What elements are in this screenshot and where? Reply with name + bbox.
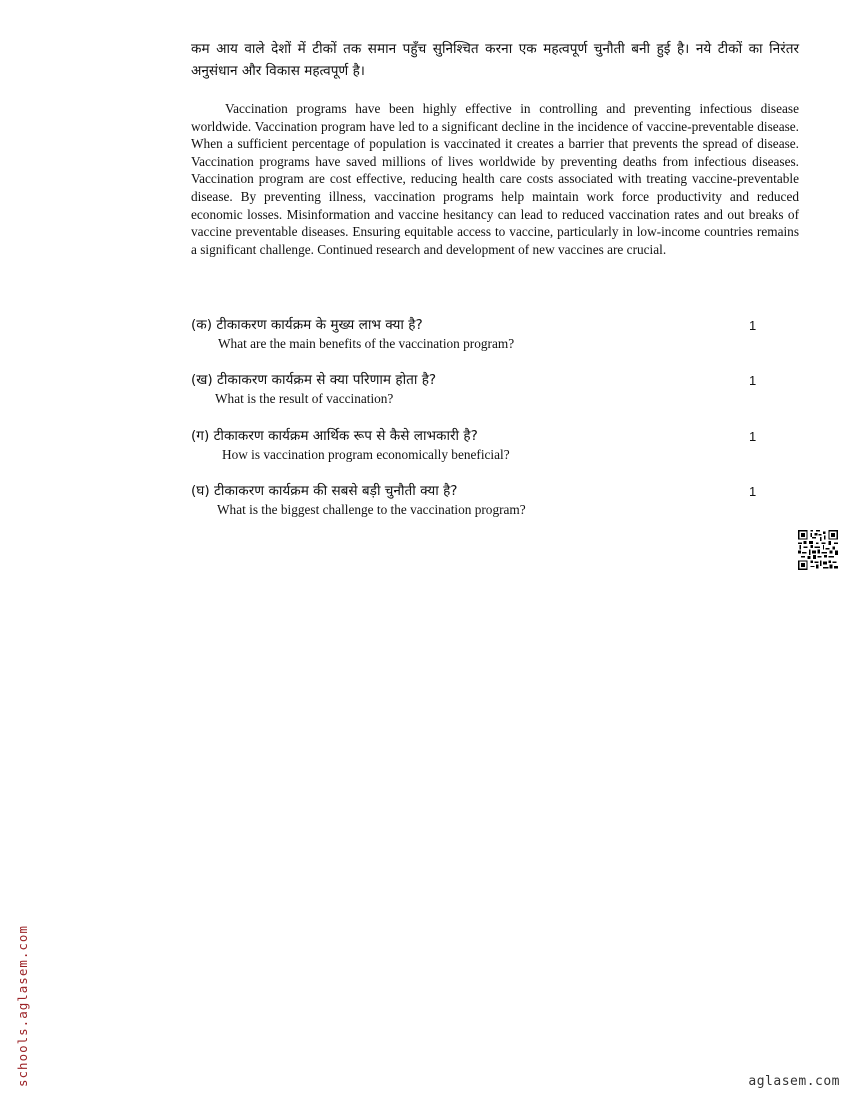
question-hindi: (घ) टीकाकरण कार्यक्रम की सबसे बड़ी चुनौती क्या है? (191, 483, 458, 499)
question-english: What is the biggest challenge to the vaccination program? (217, 502, 526, 517)
footer-watermark: aglasem.com (748, 1074, 840, 1089)
question-english: What are the main benefits of the vaccination program? (218, 336, 515, 351)
question-marks: 1 (749, 318, 757, 333)
question-hindi: (ग) टीकाकरण कार्यक्रम आर्थिक रूप से कैसे लाभकारी है? (191, 428, 478, 444)
passage-english-text: Vaccination programs have been highly effective in controlling and preventing infectious disease worldwide. Vaccination program have led to a significant decline in the incidence of vaccine-preventable disease. When a sufficient percentage of population is vaccinated it creates a barrier that prevents the spread of disease. Vaccination programs have saved millions of lives worldwide by preventing deaths from infectious diseases. Vaccination program are cost effective, reducing health care costs associated with treating vaccine-preventable disease. By preventing illness, vaccination programs help maintain work force productivity and reduced economic losses. Misinformation and vaccine hesitancy can lead to reduced vaccination rates and out breaks of vaccine preventable diseases. Ensuring equitable access to vaccine, particularly in low-income countries remains a significant challenge. Continued research and development of new vaccines are crucial. (191, 101, 799, 257)
question-english: How is vaccination program economically beneficial? (222, 447, 510, 462)
question-gha (191, 482, 771, 518)
question-marks: 1 (749, 373, 757, 388)
question-ka (191, 316, 771, 352)
question-kha (191, 371, 771, 407)
question-marks: 1 (749, 429, 757, 444)
question-marks: 1 (749, 484, 757, 499)
question-hindi: (ख) टीकाकरण कार्यक्रम से क्या परिणाम होता है? (191, 372, 437, 388)
question-ga (191, 427, 771, 463)
side-watermark: schools.aglasem.com (15, 925, 30, 1087)
qr-code-icon (798, 530, 838, 570)
passage-hindi-text: कम आय वाले देशों में टीकों तक समान पहुँच सुनिश्चित करना एक महत्वपूर्ण चुनौती बनी हुई है। नये टीकों का निरंतर अनुसंधान और विकास महत्वपूर्ण है। (191, 41, 799, 79)
question-english: What is the result of vaccination? (215, 391, 394, 406)
question-hindi: (क) टीकाकरण कार्यक्रम के मुख्य लाभ क्या है? (191, 317, 423, 333)
